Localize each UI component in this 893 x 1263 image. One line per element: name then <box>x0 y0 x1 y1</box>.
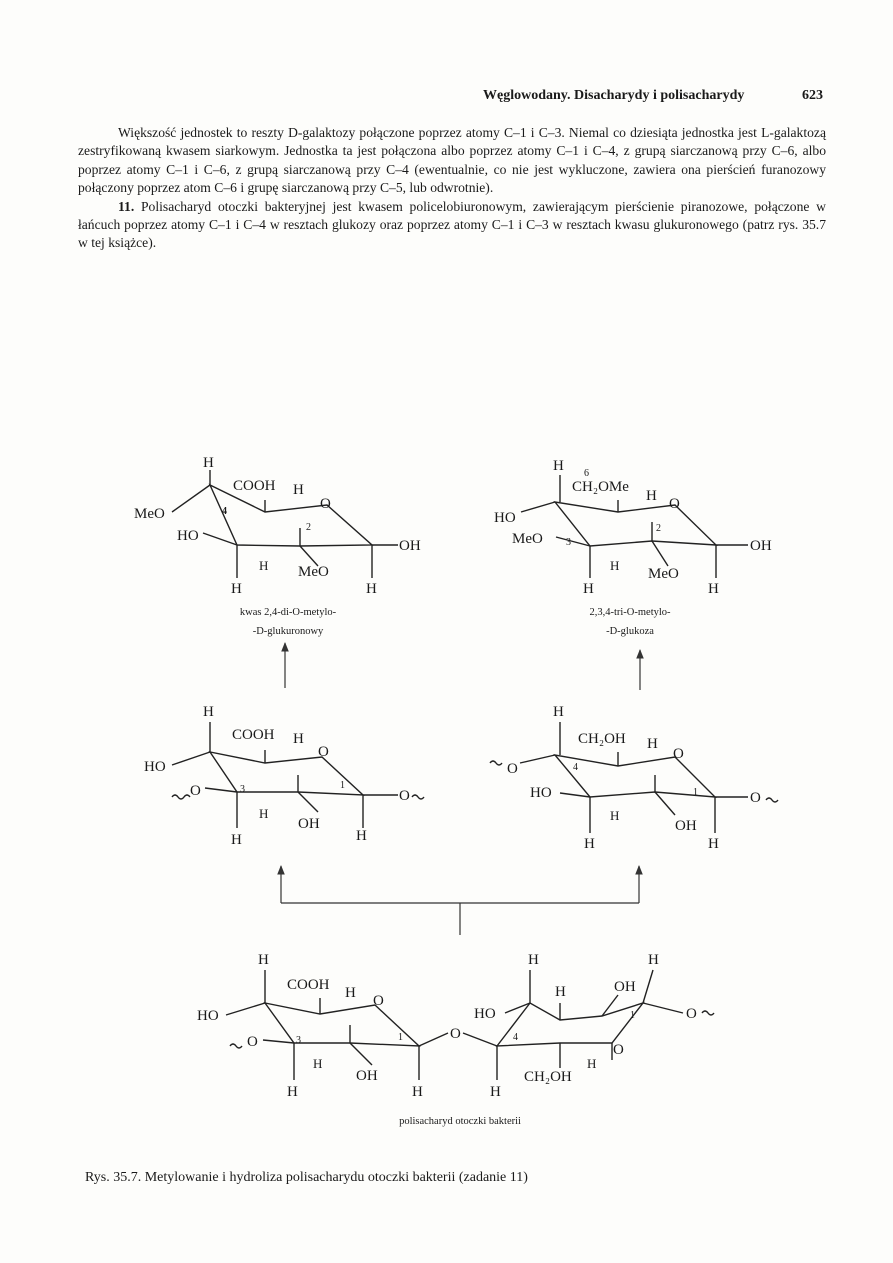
compound-label: polisacharyd otoczki bakterii <box>399 1116 521 1127</box>
atom-h: H <box>287 1084 298 1100</box>
bond <box>556 537 590 546</box>
atom-ho: HO <box>177 528 199 544</box>
carbon-number-4: 4 <box>513 1032 518 1043</box>
glycosidic-oxygen: O <box>507 761 518 777</box>
figure-caption: Rys. 35.7. Metylowanie i hydroliza polisacharydu otoczki bakterii (zadanie 11) <box>85 1170 528 1185</box>
atom-oh: OH <box>298 816 320 832</box>
bond <box>263 1040 294 1043</box>
ring-glucose-unit-atoms <box>507 704 761 852</box>
hydrolysis-arrows <box>281 866 639 935</box>
carbon-number-1: 1 <box>630 1010 635 1021</box>
ring-glucuronic-unit-atoms <box>144 704 410 848</box>
atom-h: H <box>412 1084 423 1100</box>
atom-ch2oh: CH₂OH <box>578 731 626 747</box>
atom-h: H <box>555 984 566 1000</box>
carbon-number-1: 1 <box>693 787 698 798</box>
page-number: 623 <box>802 88 823 103</box>
ring-bonds-glucose <box>497 1003 643 1046</box>
atom-ch2oh: CH₂OH <box>524 1069 572 1085</box>
bond <box>643 970 653 1003</box>
paragraph-1-part: Większość jednostek to reszty <box>118 125 289 140</box>
atom-h: H <box>646 488 657 504</box>
atom-h: H <box>231 581 242 597</box>
ring-oxygen: O <box>373 993 384 1009</box>
atom-ch2ome: CH₂OMe <box>572 479 629 495</box>
chain-continuation <box>412 795 424 799</box>
atom-ho: HO <box>530 785 552 801</box>
carbon-number-1: 1 <box>340 780 345 791</box>
ring-bonds <box>210 485 372 546</box>
carbon-number-4: 4 <box>222 506 227 517</box>
chain-continuation <box>702 1011 714 1015</box>
bond <box>205 788 237 792</box>
carbon-number-3: 3 <box>240 784 245 795</box>
carbon-number-3: 3 <box>566 537 571 548</box>
atom-h: H <box>610 808 620 823</box>
atom-h: H <box>356 828 367 844</box>
bond <box>643 1003 683 1013</box>
atom-meo: MeO <box>134 506 165 522</box>
atom-h: H <box>528 952 539 968</box>
compound-label: kwas 2,4-di-O-metylo- <box>239 607 337 618</box>
running-header-title: Węglowodany. Disacharydy i polisacharydy <box>483 88 745 103</box>
ring-trimethyl-glucose-atoms <box>494 458 772 637</box>
bond <box>172 485 210 512</box>
atom-h: H <box>708 581 719 597</box>
ring-oxygen: O <box>613 1042 624 1058</box>
atom-oh: OH <box>614 979 636 995</box>
atom-cooh: COOH <box>232 727 275 743</box>
atom-ho: HO <box>197 1008 219 1024</box>
glycosidic-oxygen: O <box>190 783 201 799</box>
atom-oh: OH <box>750 538 772 554</box>
atom-h: H <box>647 736 658 752</box>
bond <box>419 1033 448 1046</box>
ring-oxygen: O <box>673 746 684 762</box>
paragraph-1-part: -galaktozy połączone poprzez atomy C–1 i C–3. Niemal co dziesiąta jednostka jest <box>297 125 762 140</box>
atom-h: H <box>258 952 269 968</box>
carbon-number-6: 6 <box>584 468 589 479</box>
atom-h: H <box>583 581 594 597</box>
glycosidic-oxygen: O <box>247 1034 258 1050</box>
atom-h: H <box>648 952 659 968</box>
atom-ho: HO <box>144 759 166 775</box>
carbon-number-1: 1 <box>398 1032 403 1043</box>
glycosidic-oxygen: O <box>686 1006 697 1022</box>
ring-glucose-unit <box>490 722 778 833</box>
atom-ho: HO <box>474 1006 496 1022</box>
ring-oxygen: O <box>318 744 329 760</box>
ring-bonds-glucuronic <box>265 1003 419 1046</box>
atom-oh: OH <box>399 538 421 554</box>
ring-oxygen: O <box>320 496 331 512</box>
atom-h: H <box>259 806 269 821</box>
atom-h: H <box>313 1056 323 1071</box>
bond <box>463 1033 497 1046</box>
atom-h: H <box>293 482 304 498</box>
bond <box>521 502 555 512</box>
atom-ho: HO <box>494 510 516 526</box>
chain-continuation <box>230 1044 242 1048</box>
atom-h: H <box>203 704 214 720</box>
glycosidic-oxygen: O <box>450 1026 461 1042</box>
atom-meo: MeO <box>648 566 679 582</box>
atom-cooh: COOH <box>233 478 276 494</box>
bond <box>560 793 590 797</box>
atom-h: H <box>587 1056 597 1071</box>
compound-label: -D-glukoza <box>606 626 654 637</box>
bond <box>520 755 555 763</box>
glycosidic-oxygen: O <box>750 790 761 806</box>
bond <box>298 792 318 812</box>
glycosidic-oxygen: O <box>399 788 410 804</box>
small-caps-d: D <box>288 125 298 140</box>
atom-cooh: COOH <box>287 977 330 993</box>
compound-label: 2,3,4-tri-O-metylo- <box>589 607 671 618</box>
carbon-number-4: 4 <box>573 762 578 773</box>
bond <box>172 752 210 765</box>
ring-bonds <box>555 502 716 546</box>
bond <box>350 1043 372 1065</box>
atom-h: H <box>553 704 564 720</box>
bond <box>655 792 675 815</box>
paragraph-2-text: Polisacharyd otoczki bakteryjnej jest kwasem policelobiuronowym, zawierającym pierścienie piranozowe, połączone w łańcuch poprzez atomy C–1 i C–4 w resztach glukozy oraz poprzez atomy C–1 i C–3 w resztach kwasu glukuronowego (patrz rys. 35.7 w tej książce). <box>78 198 826 251</box>
paragraph-1-part: -galaktozą zestryfikowaną kwasem siarkowym. Jednostka ta jest połączona albo poprzez atomy C–1 i C–4, z grupą siarczanową przy C–6, albo poprzez atomy C–1 i C–6, z grupą siarczanową przy C–4 (ewentualnie, co nie jest wykluczone, zawiera ona pierścień furanozowy połączony poprzez atom C–6 i grupę siarczanową przy C–5, lub odwrotnie). <box>78 125 826 196</box>
ring-bonds <box>555 755 715 797</box>
atom-oh: OH <box>675 818 697 834</box>
ring-trimethyl-glucose <box>521 475 748 578</box>
ring-oxygen: O <box>669 496 680 512</box>
bond <box>226 1003 265 1015</box>
atom-meo: MeO <box>298 564 329 580</box>
problem-number: 11. <box>118 198 135 214</box>
atom-h: H <box>610 558 620 573</box>
ring-dimethyl-glucuronic-acid <box>172 470 398 578</box>
atom-h: H <box>345 985 356 1001</box>
atom-h: H <box>708 836 719 852</box>
compound-label: -D-glukuronowy <box>252 626 324 637</box>
atom-h: H <box>203 455 214 471</box>
carbon-number-2: 2 <box>306 522 311 533</box>
atom-h: H <box>584 836 595 852</box>
atom-h: H <box>231 832 242 848</box>
small-caps-l: L <box>761 125 770 140</box>
carbon-number-2: 2 <box>656 523 661 534</box>
chain-continuation <box>490 761 502 765</box>
chain-continuation <box>766 798 778 802</box>
polysaccharide-chain-atoms <box>197 952 697 1127</box>
atom-oh: OH <box>356 1068 378 1084</box>
atom-meo: MeO <box>512 531 543 547</box>
atom-h: H <box>490 1084 501 1100</box>
chain-continuation <box>172 795 190 799</box>
atom-h: H <box>259 558 269 573</box>
atom-h: H <box>553 458 564 474</box>
carbon-number-3: 3 <box>296 1035 301 1046</box>
atom-h: H <box>293 731 304 747</box>
atom-h: H <box>366 581 377 597</box>
bond <box>300 546 318 566</box>
bond <box>652 541 668 566</box>
